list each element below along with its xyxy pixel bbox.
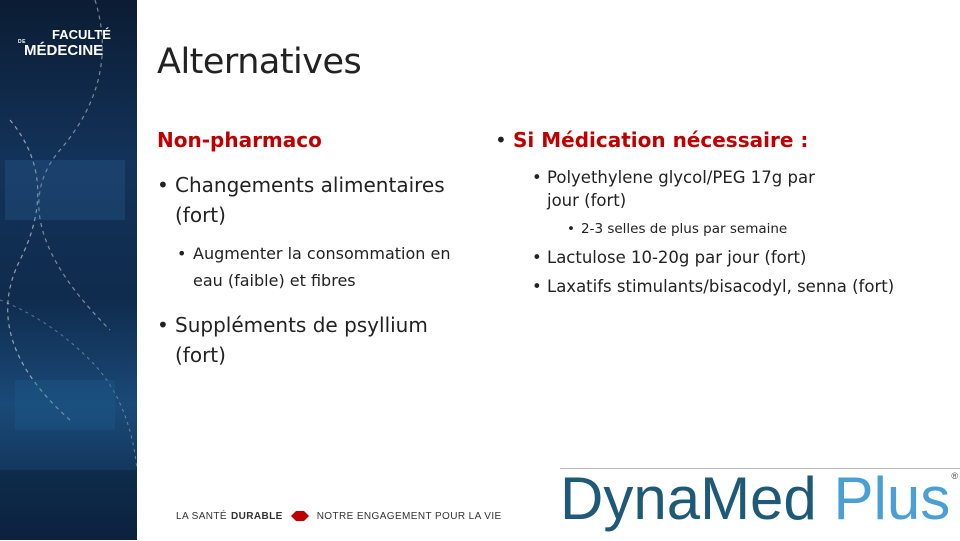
bullet-text: Polyethylene glycol/PEG 17g par jour (fort): [547, 168, 815, 210]
red-gem-icon: [289, 510, 311, 522]
bullet-text: Suppléments de psyllium (fort): [175, 313, 428, 367]
footer-tagline: [176, 510, 502, 522]
sub-sub-bullet-item: [567, 218, 935, 240]
left-heading: Non-pharmaco: [157, 128, 322, 152]
footer-part1: LA SANTÉ: [176, 510, 227, 522]
sidebar-pattern: [0, 0, 137, 540]
logo-line2: MÉDECINE: [24, 42, 104, 59]
bullet-text: Changements alimentaires (fort): [175, 173, 445, 227]
bullet-text: 2-3 selles de plus par semaine: [581, 221, 788, 237]
footer-part3: NOTRE ENGAGEMENT POUR LA VIE: [316, 510, 502, 522]
sub-bullet-item: [532, 166, 852, 212]
logo-small-text: DE: [18, 39, 26, 45]
bullet-icon: •: [157, 313, 169, 337]
right-heading: [495, 128, 935, 152]
bullet-icon: •: [567, 221, 575, 237]
sub-bullet-item: [532, 246, 935, 269]
left-column: [157, 128, 477, 370]
right-heading-text: Si Médication nécessaire :: [513, 128, 809, 152]
dynamed-wordmark: [560, 465, 951, 532]
bullet-text: Augmenter la consommation en eau (faible) et fibres: [193, 244, 451, 290]
bullet-text: Lactulose 10-20g par jour (fort): [547, 248, 807, 267]
registered-mark: ®: [951, 471, 958, 481]
bullet-item: [157, 310, 477, 370]
bullet-icon: •: [532, 248, 542, 267]
bullet-icon: •: [532, 277, 542, 296]
dynamed-plus-logo: [560, 465, 960, 541]
logo-line1: FACULTÉ: [52, 27, 111, 42]
bullet-item: [157, 170, 477, 230]
slide-title: Alternatives: [157, 42, 362, 82]
bullet-icon: •: [532, 168, 542, 187]
footer-part2: DURABLE: [231, 510, 283, 522]
decorative-sidebar: [0, 0, 137, 540]
dynamed-word1: DynaMed: [560, 465, 817, 532]
bullet-icon: •: [157, 173, 169, 197]
dynamed-word2: Plus: [833, 465, 951, 532]
sub-bullet-item: [532, 275, 912, 298]
bullet-text: Laxatifs stimulants/bisacodyl, senna (fort): [547, 277, 895, 296]
right-column: [495, 128, 935, 298]
bullet-icon: •: [495, 128, 507, 152]
bullet-icon: •: [177, 244, 187, 263]
sub-bullet-item: [177, 240, 477, 294]
